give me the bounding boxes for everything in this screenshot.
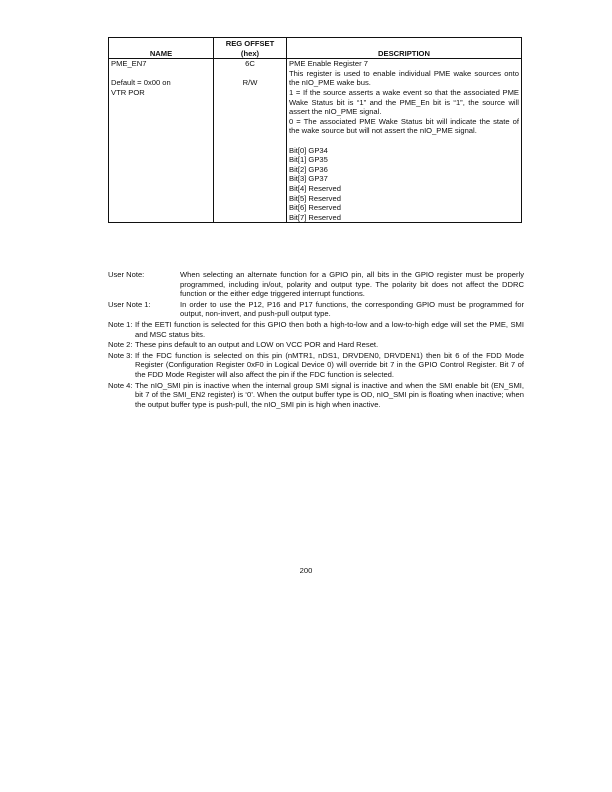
header-reg-offset	[214, 38, 287, 59]
desc-one: 1 = If the source asserts a wake event so that the associated PME Wake Status bit is “1” and the PME_En bit is “1”, the source will assert the nIO_PME signal.	[289, 87, 519, 117]
header-reg-offset-line2: (hex)	[240, 48, 260, 58]
cell-description	[287, 59, 522, 223]
note-label: Note 1:	[108, 319, 133, 329]
spacer	[111, 69, 211, 79]
bit-item: Bit[7] Reserved	[289, 212, 341, 222]
note-item	[108, 300, 524, 319]
note-label: User Note:	[108, 270, 145, 279]
note-item	[108, 320, 524, 339]
note-text: If the EETI function is selected for this GPIO then both a high-to-low and a low-to-high edge will set the PME, SMI and MSC status bits.	[135, 319, 524, 339]
header-reg-offset-line1: REG OFFSET	[225, 39, 275, 48]
desc-title: PME Enable Register 7	[289, 59, 368, 69]
register-default-line1: Default = 0x00 on	[111, 78, 171, 88]
register-offset: 6C	[245, 59, 255, 69]
cell-name	[109, 59, 214, 223]
table-row	[109, 59, 522, 223]
bit-item: Bit[3] GP37	[289, 174, 328, 184]
note-label: Note 2:	[108, 340, 133, 350]
note-text: In order to use the P12, P16 and P17 functions, the corresponding GPIO must be programmed for output, non-invert, and push-pull output type.	[180, 299, 524, 319]
note-text: If the FDC function is selected on this pin (nMTR1, nDS1, DRVDEN0, DRVDEN1) then bit 6 of the FDD Mode Register (Configuration Register 0xF0 in Logical Device 0) will override bit 7 in the GPIO Control Register. Bit 7 of the FDD Mode Register will also affect the pin if the FDC function is selected.	[135, 350, 524, 379]
register-table	[108, 37, 522, 223]
note-label: User Note 1:	[108, 299, 151, 309]
table-header-row	[109, 38, 522, 59]
note-item	[108, 351, 524, 380]
desc-zero: 0 = The associated PME Wake Status bit will indicate the state of the wake source but will not assert the nIO_PME signal.	[289, 116, 519, 136]
note-item	[108, 381, 524, 410]
page-number: 200	[299, 566, 313, 575]
note-item	[108, 340, 524, 350]
bit-item: Bit[4] Reserved	[289, 183, 341, 193]
header-name: NAME	[109, 38, 214, 59]
bit-item: Bit[5] Reserved	[289, 193, 341, 203]
header-description: DESCRIPTION	[287, 38, 522, 59]
register-access: R/W	[242, 78, 258, 88]
bit-item: Bit[2] GP36	[289, 164, 328, 174]
note-text: When selecting an alternate function for a GPIO pin, all bits in the GPIO register must be properly programmed, including in/out, polarity and output type. The polarity bit does not affect the DDRC function or the either edge triggered interrupt functions.	[180, 270, 524, 299]
cell-offset	[214, 59, 287, 223]
bit-item: Bit[1] GP35	[289, 155, 328, 165]
note-label: Note 3:	[108, 350, 133, 360]
bit-item: Bit[6] Reserved	[289, 203, 341, 213]
register-name: PME_EN7	[111, 59, 147, 69]
spacer	[289, 136, 519, 146]
note-text: These pins default to an output and LOW on VCC POR and Hard Reset.	[135, 340, 379, 350]
note-text: The nIO_SMI pin is inactive when the internal group SMI signal is inactive and when the SMI enable bit (EN_SMI, bit 7 of the SMI_EN2 register) is ‘0’. When the output buffer type is OD, nIO_SMI pin is floating when inactive; when the output buffer type is push-pull, the nIO_SMI pin is high when inactive.	[135, 380, 524, 409]
register-default-line2: VTR POR	[111, 87, 145, 97]
bit-item: Bit[0] GP34	[289, 145, 328, 155]
desc-intro: This register is used to enable individual PME wake sources onto the nIO_PME wake bus.	[289, 68, 519, 88]
spacer	[216, 69, 284, 79]
note-label: Note 4:	[108, 380, 133, 390]
note-item	[108, 270, 524, 299]
notes-section	[108, 270, 524, 410]
